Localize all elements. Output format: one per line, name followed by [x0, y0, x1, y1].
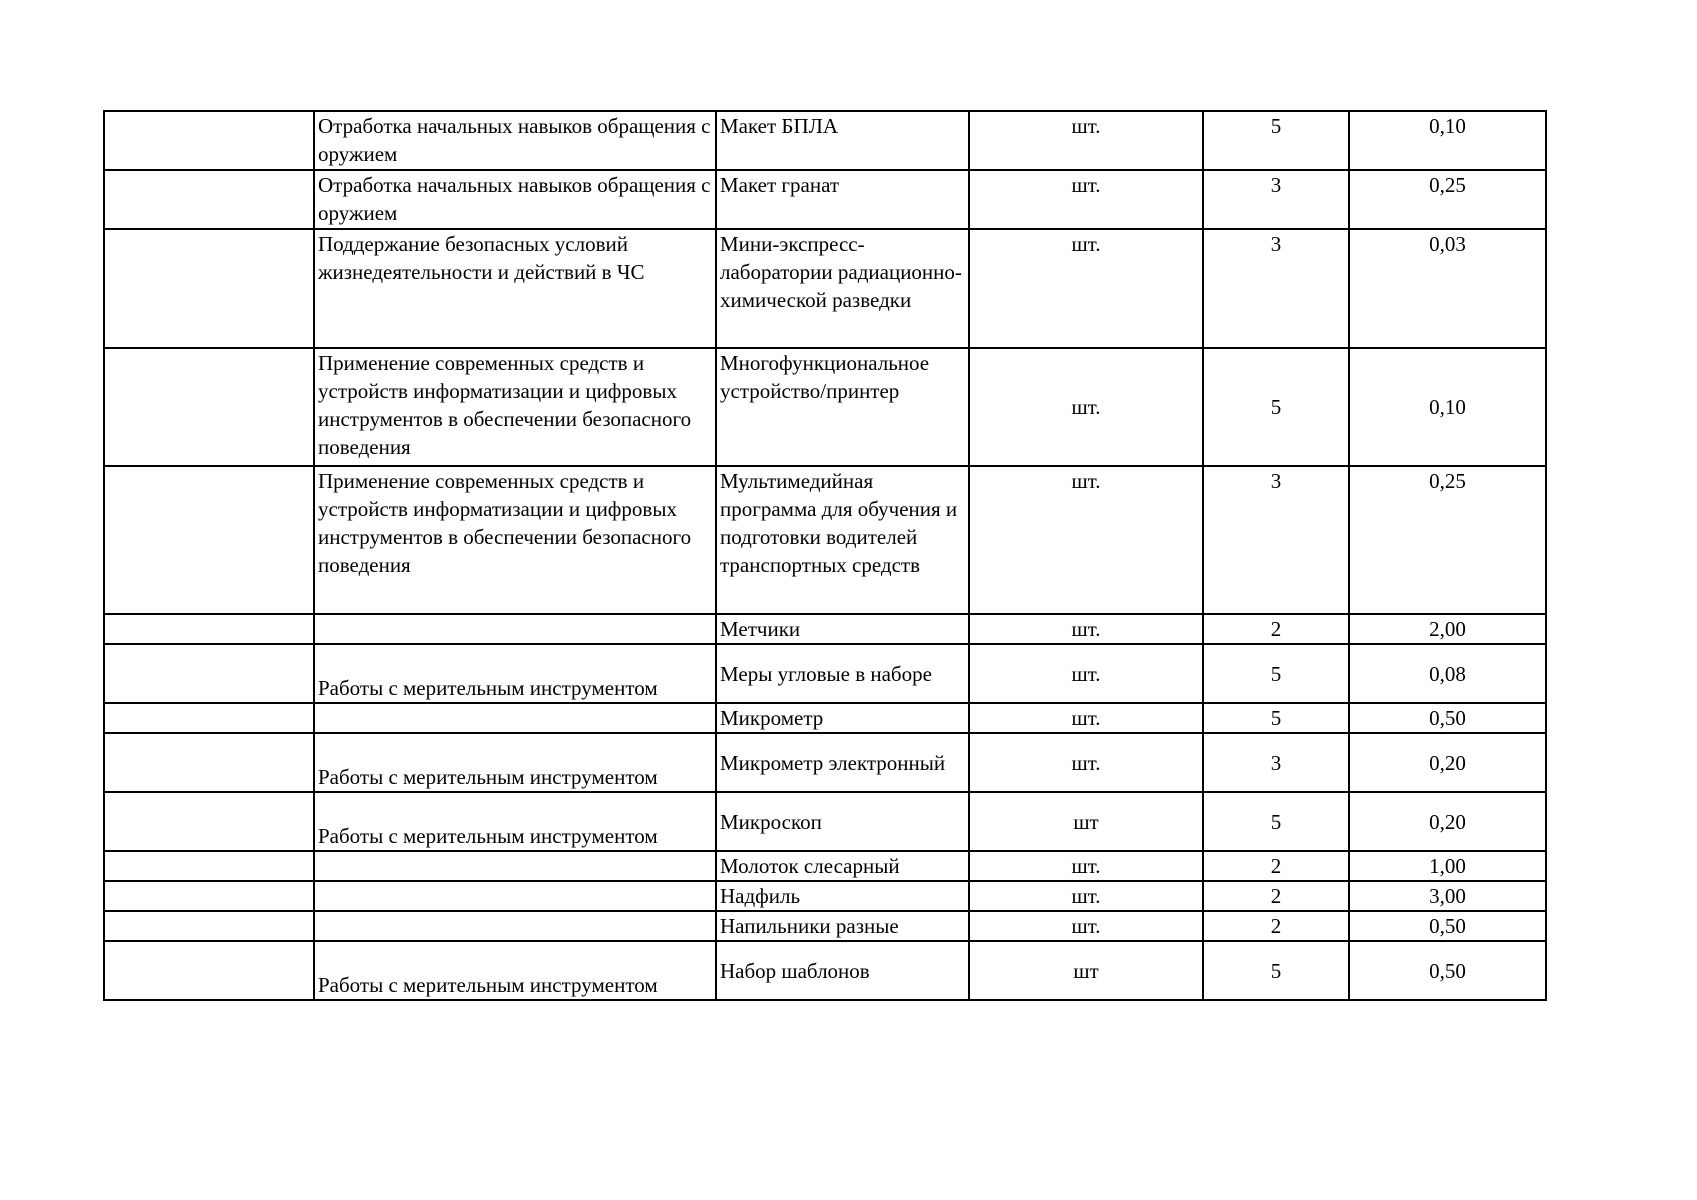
ratio-cell: 0,10	[1349, 111, 1546, 170]
unit-cell: шт.	[969, 111, 1203, 170]
table-row	[104, 881, 1546, 911]
section-cell	[104, 348, 314, 466]
section-cell	[104, 792, 314, 851]
activity-cell: Работы с мерительным инструментом	[314, 644, 716, 703]
activity-cell	[314, 881, 716, 911]
section-cell	[104, 911, 314, 941]
unit-cell: шт.	[969, 229, 1203, 348]
section-cell	[104, 111, 314, 170]
qty-cell: 3	[1203, 229, 1349, 348]
unit-cell: шт.	[969, 348, 1203, 466]
activity-cell: Поддержание безопасных условий жизнедеятельности и действий в ЧС	[314, 229, 716, 348]
ratio-cell: 3,00	[1349, 881, 1546, 911]
activity-cell: Отработка начальных навыков обращения с оружием	[314, 111, 716, 170]
unit-cell: шт.	[969, 851, 1203, 881]
qty-cell: 5	[1203, 941, 1349, 1000]
equipment-table-container	[103, 110, 1547, 1001]
item-cell: Многофункциональное устройство/принтер	[716, 348, 969, 466]
ratio-cell: 0,03	[1349, 229, 1546, 348]
table-row	[104, 941, 1546, 1000]
qty-cell: 2	[1203, 851, 1349, 881]
activity-cell: Отработка начальных навыков обращения с оружием	[314, 170, 716, 229]
item-cell: Макет БПЛА	[716, 111, 969, 170]
table-row	[104, 348, 1546, 466]
qty-cell: 5	[1203, 348, 1349, 466]
unit-cell: шт.	[969, 644, 1203, 703]
qty-cell: 2	[1203, 881, 1349, 911]
table-row	[104, 466, 1546, 614]
ratio-cell: 0,20	[1349, 792, 1546, 851]
unit-cell: шт.	[969, 703, 1203, 733]
table-row	[104, 792, 1546, 851]
unit-cell: шт	[969, 941, 1203, 1000]
qty-cell: 3	[1203, 170, 1349, 229]
activity-cell	[314, 851, 716, 881]
section-cell	[104, 733, 314, 792]
ratio-cell: 0,50	[1349, 911, 1546, 941]
section-cell	[104, 703, 314, 733]
item-cell: Меры угловые в наборе	[716, 644, 969, 703]
qty-cell: 5	[1203, 792, 1349, 851]
activity-cell: Работы с мерительным инструментом	[314, 941, 716, 1000]
unit-cell: шт.	[969, 170, 1203, 229]
unit-cell: шт.	[969, 614, 1203, 644]
ratio-cell: 0,50	[1349, 703, 1546, 733]
ratio-cell: 0,25	[1349, 466, 1546, 614]
unit-cell: шт.	[969, 466, 1203, 614]
ratio-cell: 0,10	[1349, 348, 1546, 466]
section-cell	[104, 941, 314, 1000]
activity-cell	[314, 911, 716, 941]
activity-cell: Работы с мерительным инструментом	[314, 733, 716, 792]
item-cell: Макет гранат	[716, 170, 969, 229]
table-row	[104, 851, 1546, 881]
item-cell: Мини-экспресс-лаборатории радиационно-химической разведки	[716, 229, 969, 348]
item-cell: Мультимедийная программа для обучения и подготовки водителей транспортных средств	[716, 466, 969, 614]
item-cell: Метчики	[716, 614, 969, 644]
item-cell: Надфиль	[716, 881, 969, 911]
activity-cell	[314, 703, 716, 733]
ratio-cell: 0,25	[1349, 170, 1546, 229]
table-row	[104, 614, 1546, 644]
unit-cell: шт.	[969, 881, 1203, 911]
ratio-cell: 0,20	[1349, 733, 1546, 792]
item-cell: Микрометр	[716, 703, 969, 733]
section-cell	[104, 170, 314, 229]
section-cell	[104, 614, 314, 644]
ratio-cell: 0,08	[1349, 644, 1546, 703]
section-cell	[104, 466, 314, 614]
qty-cell: 5	[1203, 703, 1349, 733]
equipment-table	[103, 110, 1547, 1001]
item-cell: Микроскоп	[716, 792, 969, 851]
qty-cell: 2	[1203, 911, 1349, 941]
section-cell	[104, 881, 314, 911]
table-row	[104, 911, 1546, 941]
unit-cell: шт.	[969, 733, 1203, 792]
activity-cell: Применение современных средств и устройств информатизации и цифровых инструментов в обеспечении безопасного поведения	[314, 466, 716, 614]
activity-cell: Работы с мерительным инструментом	[314, 792, 716, 851]
section-cell	[104, 229, 314, 348]
item-cell: Микрометр электронный	[716, 733, 969, 792]
ratio-cell: 1,00	[1349, 851, 1546, 881]
qty-cell: 2	[1203, 614, 1349, 644]
qty-cell: 5	[1203, 644, 1349, 703]
section-cell	[104, 851, 314, 881]
table-row	[104, 111, 1546, 170]
item-cell: Набор шаблонов	[716, 941, 969, 1000]
table-row	[104, 703, 1546, 733]
activity-cell: Применение современных средств и устройств информатизации и цифровых инструментов в обеспечении безопасного поведения	[314, 348, 716, 466]
table-row	[104, 733, 1546, 792]
unit-cell: шт.	[969, 911, 1203, 941]
unit-cell: шт	[969, 792, 1203, 851]
table-row	[104, 170, 1546, 229]
item-cell: Молоток слесарный	[716, 851, 969, 881]
item-cell: Напильники разные	[716, 911, 969, 941]
qty-cell: 5	[1203, 111, 1349, 170]
table-row	[104, 229, 1546, 348]
section-cell	[104, 644, 314, 703]
activity-cell	[314, 614, 716, 644]
qty-cell: 3	[1203, 733, 1349, 792]
qty-cell: 3	[1203, 466, 1349, 614]
ratio-cell: 2,00	[1349, 614, 1546, 644]
ratio-cell: 0,50	[1349, 941, 1546, 1000]
table-row	[104, 644, 1546, 703]
